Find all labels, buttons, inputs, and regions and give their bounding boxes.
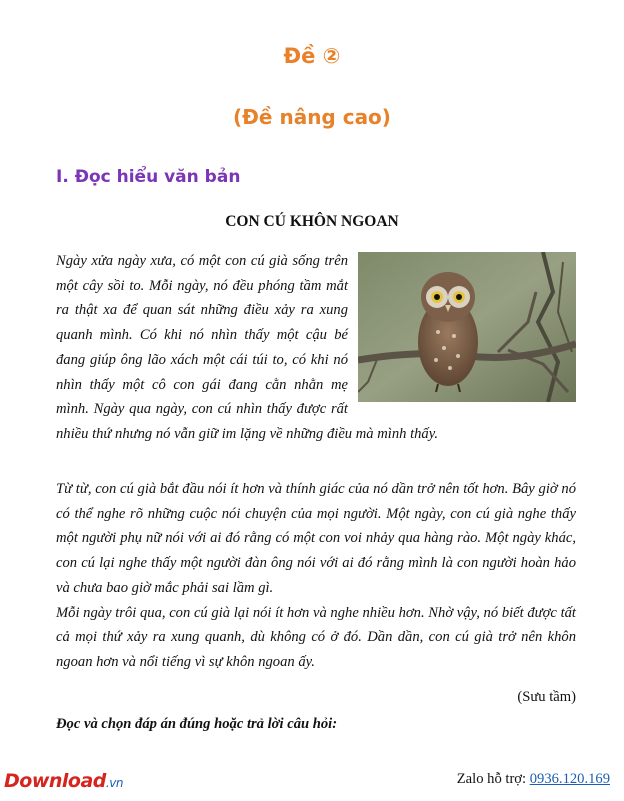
paragraph-1-text: Ngày xửa ngày xưa, có một con cú già sống trên một cây sồi to. Mỗi ngày, nó đều phóng tầm mắt ra thật xa để quan sát những điều xảy ra xung quanh mình. Có khi nó nhìn thấy một cậu bé đang giúp ông lão xách một cái túi to, có khi nó nhìn thấy một cô con gái đang cằn nhằn mẹ mình. Ngày qua ngày, con cú nhìn thấy được rất nhiều thứ nhưng nó vẫn giữ im lặng về những điều mà mình thấy. <box>56 253 439 442</box>
paragraph-3-text: Mỗi ngày trôi qua, con cú già lại nói ít hơn và nghe nhiều hơn. Nhờ vậy, nó biết được tất cả mọi thứ xảy ra xung quanh, dù không có ở đó. Dần dần, con cú già trở nên khôn ngoan hơn và nổi tiếng vì sự khôn ngoan ấy. <box>56 604 576 670</box>
owl-photo <box>358 252 576 402</box>
story-title: CON CÚ KHÔN NGOAN <box>225 213 399 230</box>
source-note: (Sưu tầm) <box>517 689 576 705</box>
download-logo[interactable] <box>4 770 123 792</box>
zalo-label: Zalo hỗ trợ: <box>456 771 527 787</box>
logo-suffix: .vn <box>105 776 123 790</box>
zalo-support <box>457 771 610 788</box>
paragraph-2-text: Từ từ, con cú già bắt đầu nói ít hơn và thính giác của nó dần trở nên tốt hơn. Bây giờ nó có thể nghe rõ những cuộc nói chuyện của mọi người. Một ngày, con cú già nghe thấy một người phụ nữ nói với ai đó rằng có một con voi nhảy qua hàng rào. Một ngày khác, con cú lại nghe thấy một người đàn ông nói với ai đó rằng mình là con người hoàn hảo và chưa bao giờ mắc phải sai lầm gì. <box>56 481 576 596</box>
exam-title: Đề ② <box>283 44 341 68</box>
exam-subtitle: (Đề nâng cao) <box>233 105 391 129</box>
zalo-phone-link[interactable]: 0936.120.169 <box>529 771 610 787</box>
question-instruction: Đọc và chọn đáp án đúng hoặc trả lời câu hỏi: <box>56 716 338 732</box>
section-heading: I. Đọc hiểu văn bản <box>56 167 241 187</box>
logo-main: Download <box>4 770 106 792</box>
story-paragraph-1 <box>56 249 576 447</box>
story-paragraph-2 <box>56 477 576 675</box>
